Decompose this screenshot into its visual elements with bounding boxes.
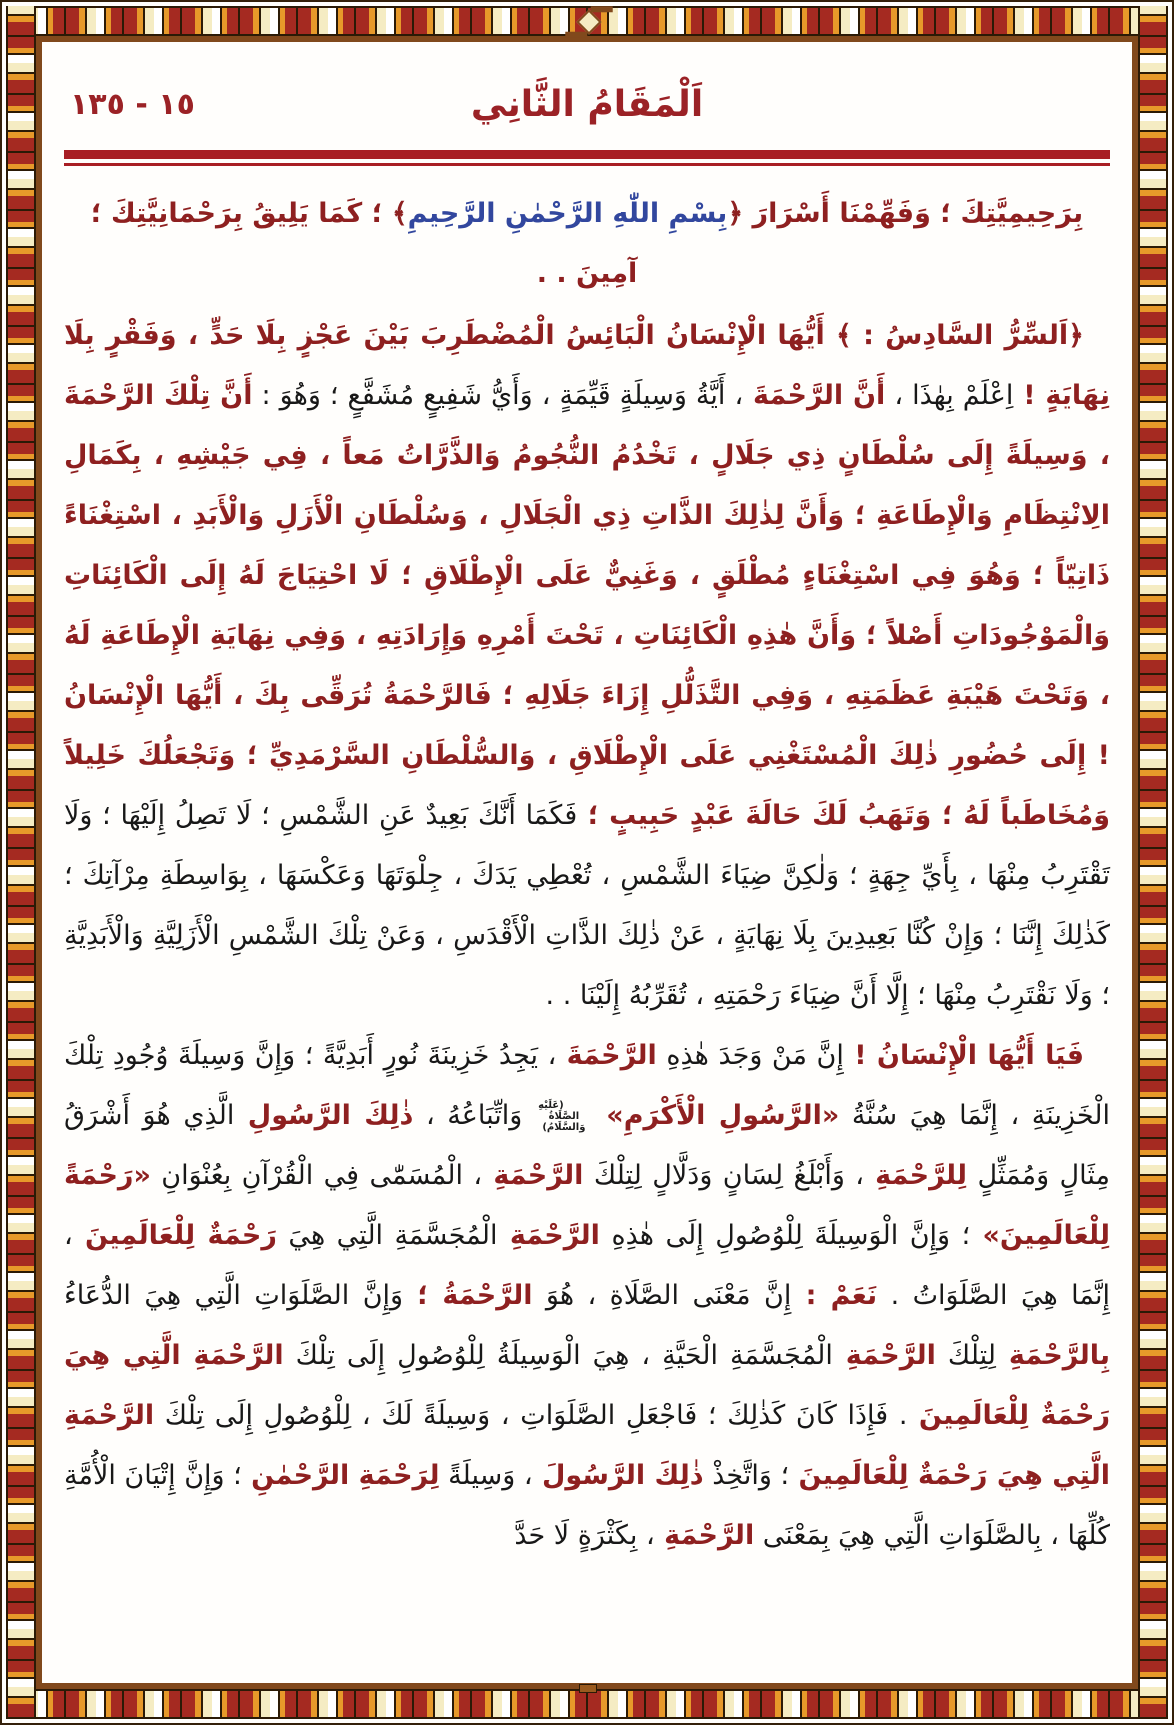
text-segment-red: الرَّحْمَةِ [832, 1340, 936, 1371]
text-segment-black: ، أَيَّةُ وَسِيلَةٍ قَيِّمَةٍ ، وَأَيُّ شَفِيعٍ مُشَفَّعٍ ؛ وَهُوَ : [252, 380, 744, 411]
chain-border-right [1138, 6, 1168, 1719]
text-segment-red: ؛ كَمَا يَلِيقُ بِرَحْمَانِيَّتِكَ ؛ آمِينَ . . [81, 198, 638, 289]
page-header [64, 66, 1110, 144]
text-segment-black: ، يَجِدُ خَزِينَةَ نُورٍ أَبَدِيَّةً ؛ وَإِنَّ وَسِيلَةَ وُجُودِ تِلْكَ الْخَزِينَةِ ، إِنَّمَا هِيَ سُنَّةُ [55, 1040, 1110, 1131]
text-segment-red: فَيَا أَيُّهَا الْإِنْسَانُ ! [843, 1040, 1084, 1071]
text-segment-red: بِالرَّحْمَةِ [996, 1340, 1111, 1371]
chain-border-bottom [6, 1689, 1168, 1719]
text-segment-blue: بِسْمِ اللّٰهِ الرَّحْمٰنِ الرَّحِيمِ [407, 198, 728, 229]
text-segment-black: ؛ وَإِنَّ إِتْيَانَ الْأُمَّةِ كُلِّهَا ، بِالصَّلَوَاتِ الَّتِي هِيَ بِمَعْنَى [55, 1460, 1110, 1551]
text-segment-red: أَنَّ الرَّحْمَةَ [743, 380, 886, 411]
text-segment-red: «الرَّسُولِ الْأَكْرَمِ» [592, 1100, 840, 1131]
page-content [54, 48, 1111, 1677]
text-segment-black: ، إِنَّمَا هِيَ الصَّلَوَاتُ . [55, 1220, 1110, 1311]
text-segment-red: الرَّحْمَةِ [654, 1520, 755, 1551]
text-segment-black: ؛ وَإِنَّ الْوَسِيلَةَ لِلْوُصُولِ إِلَى هٰذِهِ [599, 1220, 971, 1251]
text-segment-red: ﴿اَلسِّرُّ السَّادِسُ : ﴾ [824, 320, 1084, 351]
text-segment-red: الرَّحْمَةِ [482, 1160, 584, 1191]
paragraph-dua [64, 184, 1110, 304]
page-title: اَلْمَقَامُ الثَّانِي [470, 84, 704, 125]
text-segment-black: إِنَّ مَعْنَى الصَّلَاةِ ، هُوَ [532, 1280, 792, 1311]
text-segment-red: الرَّحْمَةِ [497, 1220, 600, 1251]
text-segment-red: رَحْمَةٌ لِلْعَالَمِينَ [72, 1220, 277, 1251]
text-segment-black: الَّذِي هُوَ أَشْرَقُ مِثَالٍ وَمُمَثِّلٍ [55, 1100, 1110, 1191]
text-segment-black: لِتِلْكَ [935, 1340, 997, 1371]
text-segment-black: ، الْمُسَمّٰى فِي الْقُرْآنِ بِعُنْوَانِ [150, 1160, 483, 1191]
text-segment-red: الرَّحْمَةَ [556, 1040, 657, 1071]
text-segment-black: ، وَسِيلَةً [439, 1460, 533, 1491]
text-segment-black: وَإِنَّ الصَّلَوَاتِ الَّتِي هِيَ الدُّعَاءُ [55, 1280, 404, 1311]
text-segment-black: الْمُجَسَّمَةِ الْحَيَّةِ ، هِيَ الْوَسِيلَةُ لِلْوُصُولِ إِلَى تِلْكَ [283, 1340, 833, 1371]
text-segment-black: الْمُجَسَّمَةِ الَّتِي هِيَ [276, 1220, 498, 1251]
text-segment-red: «رَحْمَةً لِلْعَالَمِينَ» [54, 1160, 1111, 1251]
text-segment-black: اِعْلَمْ بِهٰذَا ، [885, 380, 1014, 411]
rule-thick-line [64, 150, 1110, 159]
text-segment-black: فَكَمَا أَنَّكَ بَعِيدٌ عَنِ الشَّمْسِ ؛ لَا تَصِلُ إِلَيْهَا ؛ وَلَا تَقْتَرِبُ مِنْهَا ، بِأَيِّ جِهَةٍ ؛ وَلٰكِنَّ ضِيَاءَ الشَّمْسِ ، تُعْطِي يَدَكَ ، جِلْوَتَهَا وَعَكْسَهَا ، بِوَاسِطَةِ مِرْآتِكَ ؛ كَذٰلِكَ إِنَّنَا ؛ وَإِنْ كُنَّا بَعِيدِينَ بِلَا نِهَايَةٍ ، عَنْ ذٰلِكَ الذَّاتِ الْأَقْدَسِ ، وَعَنْ تِلْكَ الشَّمْسِ الْأَزَلِيَّةِ وَالْأَبَدِيَّةِ ؛ وَلَا نَقْتَرِبُ مِنْهَا ؛ إِلَّا أَنَّ ضِيَاءَ رَحْمَتِهِ ، تُقَرِّبُهُ إِلَيْنَا . . [55, 800, 1110, 1011]
text-segment-red: لِرَحْمَةِ الرَّحْمٰنِ [241, 1460, 440, 1491]
text-segment-red: أَيُّهَا الْإِنْسَانُ الْبَائِسُ الْمُضْطَرِبَ بَيْنَ عَجْزٍ بِلَا حَدٍّ ، وَفَقْرٍ بِلَا نِهَايَةٍ ! [54, 320, 1110, 411]
tab-ornament-icon [579, 1684, 597, 1693]
text-segment-red: لِلرَّحْمَةِ [863, 1160, 968, 1191]
prophetic-seal: (عَلَيْهِ الصَّلَاةُ وَالسَّلَامُ) [538, 1100, 586, 1133]
text-segment-red: أَنَّ تِلْكَ الرَّحْمَةَ ، وَسِيلَةً إِلَى سُلْطَانٍ ذِي جَلَالٍ ، تَخْدُمُ النُّجُومُ وَالذَّرَّاتُ مَعاً ، فِي جَيْشِهِ ، بِكَمَالِ الِانْتِظَامِ وَالْإِطَاعَةِ ؛ وَأَنَّ لِذٰلِكَ الذَّاتِ ذِي الْجَلَالِ ، وَسُلْطَانِ الْأَزَلِ وَالْأَبَدِ ، اسْتِغْنَاءً ذَاتِيّاً ؛ وَهُوَ فِي اسْتِغْنَاءٍ مُطْلَقٍ ، وَغَنِيٌّ عَلَى الْإِطْلَاقِ ؛ لَا احْتِيَاجَ لَهُ إِلَى الْكَائِنَاتِ وَالْمَوْجُودَاتِ أَصْلاً ؛ وَأَنَّ هٰذِهِ الْكَائِنَاتِ ، تَحْتَ أَمْرِهِ وَإِرَادَتِهِ ، وَفِي نِهَايَةِ الْإِطَاعَةِ لَهُ ، وَتَحْتَ هَيْبَةِ عَظَمَتِهِ ، وَفِي التَّذَلُّلِ إِزَاءَ جَلَالِهِ ؛ فَالرَّحْمَةُ تُرَقِّى بِكَ ، أَيُّهَا الْإِنْسَانُ ! إِلَى حُضُورِ ذٰلِكَ الْمُسْتَغْنِي عَلَى الْإِطْلَاقِ ، وَالسُّلْطَانِ السَّرْمَدِيِّ ؛ وَتَجْعَلُكَ خَلِيلاً وَمُخَاطَباً لَهُ ؛ وَتَهَبُ لَكَ حَالَةَ عَبْدٍ حَبِيبٍ ؛ [54, 380, 1110, 831]
paragraph-address-to-man [54, 1026, 1111, 1566]
text-segment-red: ذٰلِكَ الرَّسُولِ [234, 1100, 414, 1131]
text-segment-red: ﴾ [391, 198, 408, 229]
chain-border-left [6, 6, 36, 1719]
paragraph-sixth-secret [54, 306, 1110, 1026]
text-segment-red: الرَّحْمَةِ الَّتِي هِيَ رَحْمَةٌ لِلْعَالَمِينَ [54, 1340, 1111, 1431]
text-segment-black: ، بِكَثْرَةٍ لَا حَدَّ [514, 1520, 655, 1551]
text-segment-red: ذٰلِكَ الرَّسُولَ [532, 1460, 704, 1491]
page-number: ١٥ - ١٣٥ [70, 87, 195, 122]
text-segment-black: . فَإِذَا كَانَ كَذٰلِكَ ؛ فَاجْعَلِ الصَّلَوَاتِ ، وَسِيلَةً لَكَ ، لِلْوُصُولِ إِلَى تِلْكَ [154, 1400, 908, 1431]
text-segment-red: بِرَحِيمِيَّتِكَ ؛ وَفَهِّمْنَا أَسْرَارَ [743, 198, 1084, 229]
text-segment-red: ﴿ [727, 198, 744, 229]
text-segment-black: ، وَأَبْلَغُ لِسَانٍ وَدَلَّالٍ لِتِلْكَ [583, 1160, 864, 1191]
rule-thin-line [64, 163, 1110, 166]
double-rule [64, 150, 1110, 166]
text-segment-red: نَعَمْ : [791, 1280, 878, 1311]
text-segment-black: وَاتِّبَاعُهُ ، [413, 1100, 535, 1131]
text-segment-red: الرَّحْمَةُ ؛ [403, 1280, 533, 1311]
text-segment-black: ؛ وَاتَّخِذْ [703, 1460, 790, 1491]
text-segment-black: إِنَّ مَنْ وَجَدَ هٰذِهِ [656, 1040, 844, 1071]
text-segment-red: الرَّحْمَةِ الَّتِي هِيَ رَحْمَةٌ لِلْعَالَمِينَ [54, 1400, 1110, 1491]
